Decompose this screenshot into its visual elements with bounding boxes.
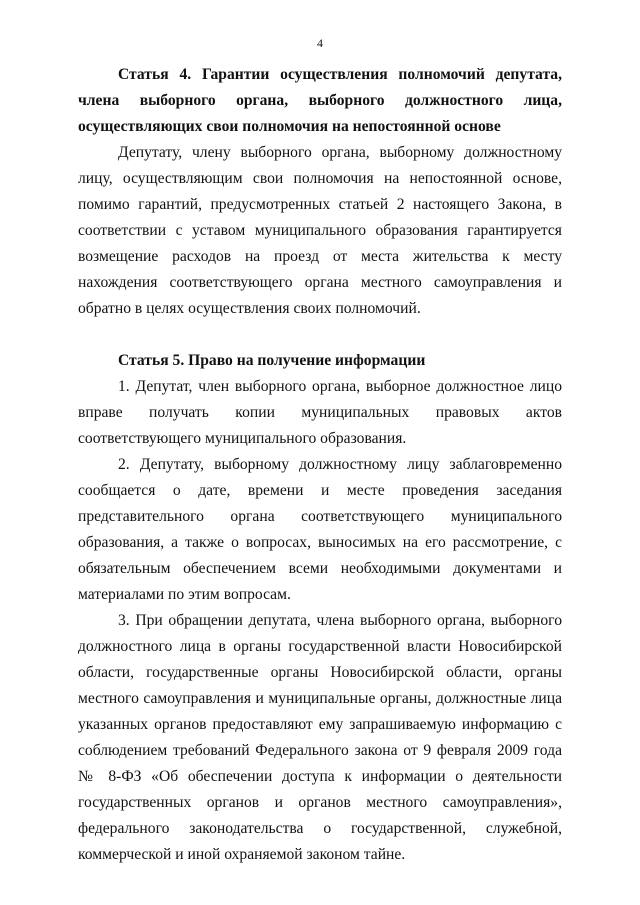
article-4-heading: Статья 4. Гарантии осуществления полномочий депутата, члена выборного органа, выборного должностного лица, осуществляющих свои полномочия на непостоянной основе <box>78 66 562 135</box>
article-5-heading: Статья 5. Право на получение информации <box>118 352 426 369</box>
document-body <box>78 62 562 868</box>
article-4-paragraph: Депутату, члену выборного органа, выборному должностному лицу, осуществляющим свои полномочия на непостоянной основе, помимо гарантий, предусмотренных статьей 2 настоящего Закона, в соответствии с уставом муниципального образования гарантируется возмещение расходов на проезд от места жительства к месту нахождения соответствующего органа местного самоуправления и обратно в целях осуществления своих полномочий. <box>78 144 562 317</box>
page-number: 4 <box>317 36 323 50</box>
article-5-item-1: 1. Депутат, член выборного органа, выборное должностное лицо вправе получать копии муниципальных правовых актов соответствующего муниципального образования. <box>78 378 562 447</box>
section-spacer <box>78 322 562 348</box>
article-5-item-3: 3. При обращении депутата, члена выборного органа, выборного должностного лица в органы государственной власти Новосибирской области, государственные органы Новосибирской области, органы местного самоуправления и муниципальные органы, должностные лица указанных органов предоставляют ему запрашиваемую информацию с соблюдением требований Федерального закона от 9 февраля 2009 года № 8-ФЗ «Об обеспечении доступа к информации о деятельности государственных органов и органов местного самоуправления», федерального законодательства о государственной, служебной, коммерческой и иной охраняемой законом тайне. <box>78 612 562 863</box>
article-5-item-2: 2. Депутату, выборному должностному лицу заблаговременно сообщается о дате, времени и месте проведения заседания представительного органа соответствующего муниципального образования, а также о вопросах, выносимых на его рассмотрение, с обязательным обеспечением всеми необходимыми документами и материалами по этим вопросам. <box>78 456 562 603</box>
